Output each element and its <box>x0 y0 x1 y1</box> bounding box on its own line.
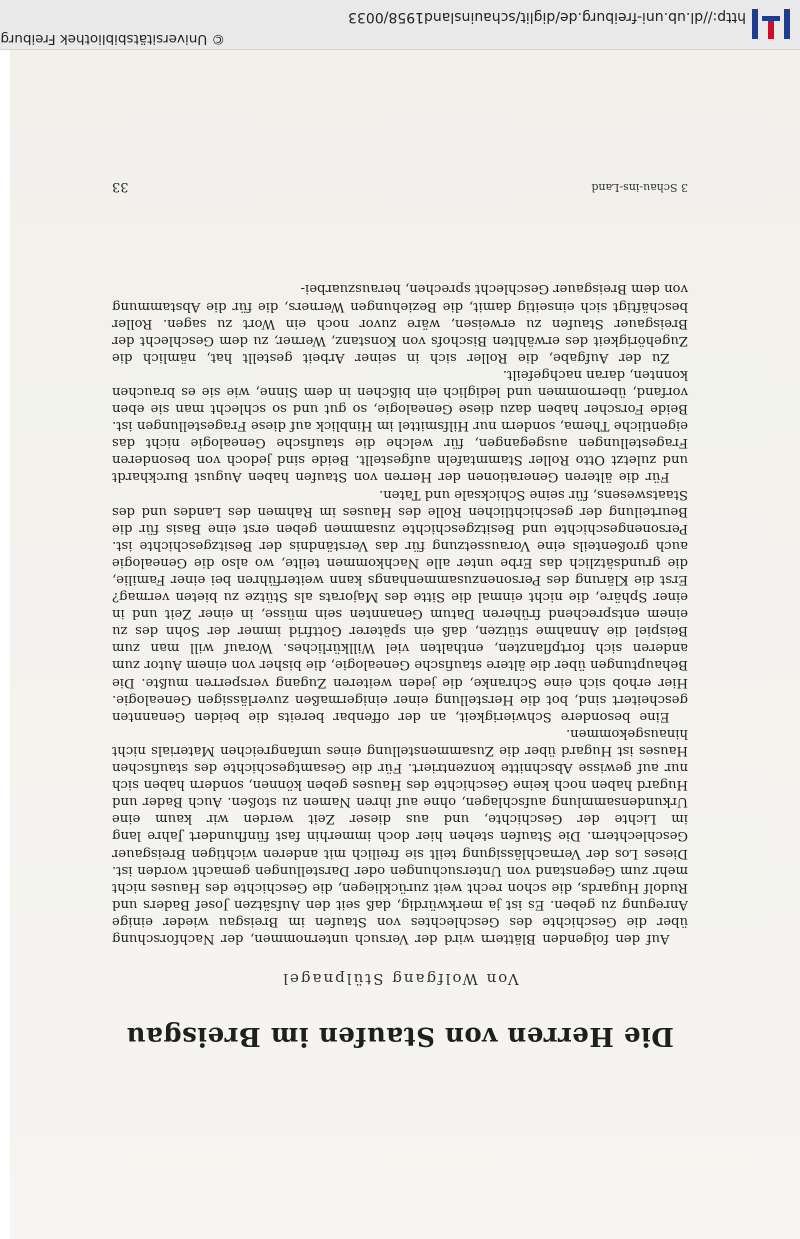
scan-edge <box>0 50 10 1239</box>
paragraph: Zu der Aufgabe, die Roller sich in seiner Arbeit gestellt hat, nämlich die Zugehörigkeit des erwählten Bischofs von Konstanz, Werner, zu dem Geschlecht der Breisgauer Staufen zu erweisen, wäre zuvor noch ein Wort zu sagen. Roller beschäftigt sich einseitig damit, die Beziehungen Werners, die für die Abstammung von dem Breisgauer Geschlecht sprechen, herauszuarbei- <box>112 281 688 365</box>
document-page <box>0 50 800 1239</box>
signature-mark: 3 Schau-ins-Land <box>591 181 688 194</box>
paragraph: Auf den folgenden Blättern wird der Versuch unternommen, der Nachforschung über die Geschichte des Geschlechtes von Staufen im Breisgau wieder einige Anregung zu geben. Es ist ja merkwürdig, daß seit den Aufsätzen Josef Baders und Rudolf Hugards, die schon recht weit zurückliegen, die Geschichte des Hauses nicht mehr zum Gegenstand von Untersuchungen oder Darstellungen gemacht worden ist. Dieses Los der Vernachlässigung teilt sie freilich mit anderen wichtigen Breisgauer Geschlechtern. Die Staufen stehen hier doch immerhin fast fünfhundert Jahre lang im Lichte der Geschichte, und aus dieser Zeit werden wir kaum eine Urkundensammlung aufschlagen, ohne auf ihren Namen zu stoßen. Auch Bader und Hugard haben noch keine Geschichte des Hauses geben können, sondern haben sich nur auf gewisse Abschnitte konzentriert. Für die Gesamtgeschichte des staufischen Hauses ist Hugard über die Zusammenstellung eines umfangreichen Materials nicht hinausgekommen. <box>112 725 688 946</box>
author-line: Von Wolfgang Stülpnagel <box>281 970 519 988</box>
source-url[interactable]: http://dl.ub.uni-freiburg.de/diglit/schauinsland1958/0033 <box>348 9 746 25</box>
paragraph: Eine besondere Schwierigkeit, an der offenbar bereits die beiden Genannten gescheitert sind, bot die Herstellung einer einigermaßen zuverlässigen Genealogie. Hier erhob sich eine Schranke, die jeden weiteren Zugang versperren mußte. Die Behauptungen über die ältere staufische Genealogie, die bisher von einem Autor zum anderen sich fortpflanzten, enthalten viel Willkürliches. Worauf will man zum Beispiel die Annahme stützen, daß ein späterer Gottfrid immer der Sohn des zu einem entsprechend früheren Datum Genannten sein müsse, in einer Zeit und in einer Sphäre, die nicht einmal die Sitte des Majorats als Stütze zu bieten vermag? Erst die Klärung des Personenzusammenhangs kann weiterführen bei einer Familie, die grundsätzlich das Erbe unter alle Nachkommen teilte, wo also die Genealogie auch großenteils eine Voraussetzung für das Verständnis der Besitzgeschichte ist. Personengeschichte und Besitzgeschichte zusammen geben erst eine Basis für die Beurteilung der geschichtlichen Rolle des Hauses im Rahmen des Landes und des Staatswesens, für seine Schicksale und Taten. <box>112 486 688 724</box>
copyright-notice: © Universitätsbibliothek Freiburg <box>0 31 225 47</box>
scan-info-bar <box>0 0 800 50</box>
page-number: 33 <box>112 179 129 194</box>
paragraph: Für die älteren Generationen der Herren von Staufen haben August Burckhardt und zuletzt Otto Roller Stammtafeln aufgestellt. Beide sind jedoch von besonderen Fragestellungen ausgegangen, für welche die staufische Genealogie nicht das eigentliche Thema, sondern nur Hilfsmittel im Hinblick auf diese Fragestellungen ist. Beide Forscher haben dazu diese Genealogie, so gut und so schlecht man sie eben vorfand, übernommen und lediglich ein bißchen in dem Sinne, wie sie es brauchen konnten, daran nachgefeilt. <box>112 366 688 485</box>
page-title: Die Herren von Staufen im Breisgau <box>126 1021 674 1051</box>
ub-freiburg-logo-icon <box>748 3 794 45</box>
article-body <box>112 280 688 947</box>
